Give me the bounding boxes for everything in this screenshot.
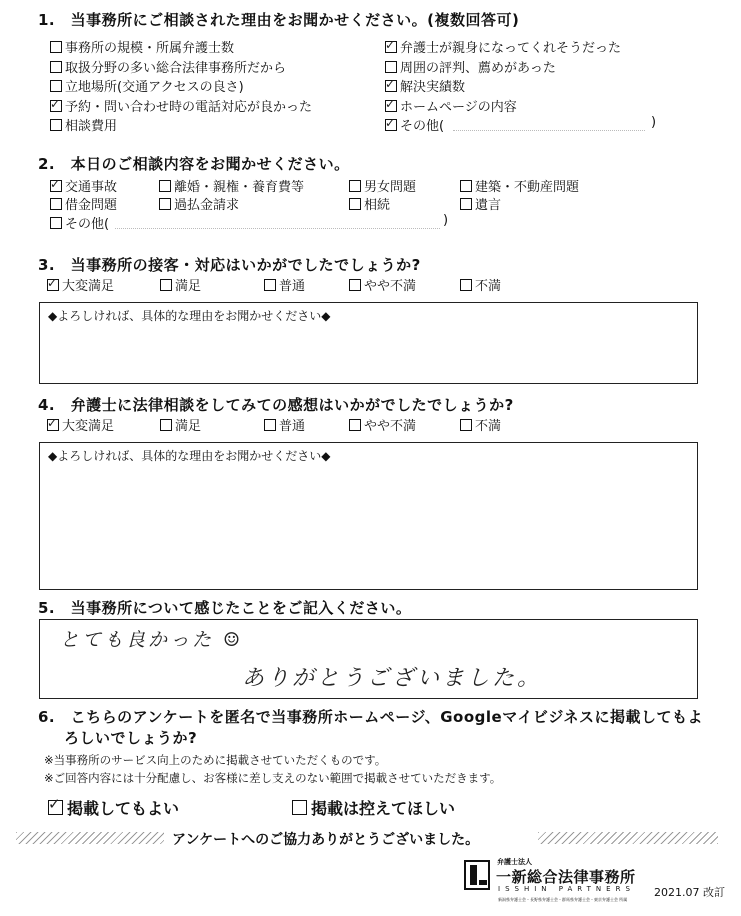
checkbox[interactable] (349, 419, 361, 431)
option-label: 取扱分野の多い総合法律事務所だから (65, 61, 287, 76)
q1-other-input[interactable] (453, 130, 645, 131)
q6-heading-line2: ろしいでしょうか? (64, 729, 198, 747)
q1-option-right-4[interactable] (385, 115, 444, 134)
q4-rating-4[interactable] (460, 415, 501, 434)
firm-affiliation: 新潟県弁護士会・長野県弁護士会・群馬県弁護士会・東京弁護士会 所属 (498, 897, 628, 902)
firm-type: 弁護士法人 (497, 858, 532, 866)
option-label: やや不満 (364, 279, 417, 294)
option-label: 相談費用 (65, 119, 118, 134)
q1-other-close: ) (651, 115, 657, 130)
checkbox[interactable] (385, 41, 397, 53)
q1-option-left-2[interactable] (50, 76, 244, 95)
checkbox[interactable] (50, 198, 62, 210)
checkbox[interactable] (460, 198, 472, 210)
handwritten-line-2: ありがとうございました。 (242, 666, 543, 691)
q2-option-r2-0[interactable] (50, 194, 117, 213)
q3-box-label: ◆よろしければ、具体的な理由をお聞かせください◆ (48, 309, 331, 323)
checkbox[interactable] (50, 61, 62, 73)
checkbox[interactable] (292, 800, 307, 815)
option-label: 借金問題 (65, 198, 118, 213)
checkbox[interactable] (50, 41, 62, 53)
option-label: 交通事故 (65, 180, 118, 195)
q6-heading-line1: 6. こちらのアンケートを匿名で当事務所ホームページ、Googleマイビジネスに掲載してもよ (38, 708, 703, 726)
option-label: 建築・不動産問題 (475, 180, 580, 195)
checkbox[interactable] (160, 279, 172, 291)
q2-option-r1-2[interactable] (349, 176, 416, 195)
option-label: 満足 (175, 279, 202, 294)
checkbox[interactable] (385, 61, 397, 73)
checkbox[interactable] (50, 100, 62, 112)
q4-heading: 4. 弁護士に法律相談をしてみての感想はいかがでしたでしょうか? (38, 396, 514, 414)
q1-option-right-3[interactable] (385, 96, 517, 115)
q2-option-r2-3[interactable] (460, 194, 501, 213)
option-label: 遺言 (475, 198, 502, 213)
option-label: ホームページの内容 (400, 100, 517, 115)
checkbox[interactable] (48, 800, 63, 815)
q2-other-input[interactable] (115, 228, 440, 229)
q2-option-r1-3[interactable] (460, 176, 579, 195)
option-label: 弁護士が親身になってくれそうだった (400, 41, 622, 56)
thanks-message: アンケートへのご協力ありがとうございました。 (172, 832, 480, 848)
option-label: 大変満足 (62, 279, 115, 294)
checkbox[interactable] (385, 80, 397, 92)
checkbox[interactable] (47, 279, 59, 291)
checkbox[interactable] (460, 180, 472, 192)
hatch-left (16, 832, 164, 844)
option-label: やや不満 (364, 419, 417, 434)
checkbox[interactable] (159, 180, 171, 192)
option-label: 大変満足 (62, 419, 115, 434)
consent-yes-option[interactable] (48, 796, 179, 819)
q2-other-close: ) (443, 213, 449, 228)
q3-rating-4[interactable] (460, 275, 501, 294)
option-label: 不満 (475, 279, 502, 294)
checkbox[interactable] (47, 419, 59, 431)
q2-heading: 2. 本日のご相談内容をお聞かせください。 (38, 155, 350, 173)
firm-name: 一新総合法律事務所 (496, 868, 636, 886)
q2-option-r1-0[interactable] (50, 176, 117, 195)
checkbox[interactable] (159, 198, 171, 210)
q4-rating-3[interactable] (349, 415, 416, 434)
q3-heading: 3. 当事務所の接客・対応はいかがでしたでしょうか? (38, 256, 421, 274)
q6-note-1: ※当事務所のサービス向上のために掲載させていただくものです。 (44, 753, 387, 767)
q4-rating-0[interactable] (47, 415, 114, 434)
q5-comment-box[interactable] (39, 619, 698, 699)
checkbox[interactable] (385, 119, 397, 131)
q1-option-left-0[interactable] (50, 37, 234, 56)
q1-option-right-0[interactable] (385, 37, 621, 56)
q3-rating-2[interactable] (264, 275, 305, 294)
checkbox[interactable] (50, 119, 62, 131)
q1-option-left-1[interactable] (50, 57, 286, 76)
checkbox[interactable] (160, 419, 172, 431)
checkbox[interactable] (349, 198, 361, 210)
q3-rating-1[interactable] (160, 275, 201, 294)
checkbox[interactable] (385, 100, 397, 112)
option-label: 普通 (279, 279, 306, 294)
option-label: 事務所の規模・所属弁護士数 (65, 41, 235, 56)
consent-no-label: 掲載は控えてほしい (311, 799, 456, 818)
option-label: 不満 (475, 419, 502, 434)
handwritten-line-1: とても良かった ☺ (60, 629, 244, 651)
hatch-right (538, 832, 718, 844)
option-label: 満足 (175, 419, 202, 434)
checkbox[interactable] (264, 419, 276, 431)
option-label: 予約・問い合わせ時の電話対応が良かった (65, 100, 313, 115)
q2-option-r1-1[interactable] (159, 176, 304, 195)
option-label: 周囲の評判、薦めがあった (400, 61, 556, 76)
q4-rating-1[interactable] (160, 415, 201, 434)
checkbox[interactable] (50, 80, 62, 92)
q2-option-r2-1[interactable] (159, 194, 239, 213)
q1-option-right-1[interactable] (385, 57, 556, 76)
q4-rating-2[interactable] (264, 415, 305, 434)
q3-rating-0[interactable] (47, 275, 114, 294)
checkbox[interactable] (50, 217, 62, 229)
q4-box-label: ◆よろしければ、具体的な理由をお聞かせください◆ (48, 449, 331, 463)
checkbox[interactable] (460, 419, 472, 431)
q1-heading: 1. 当事務所にご相談された理由をお聞かせください。(複数回答可) (38, 11, 520, 29)
checkbox[interactable] (264, 279, 276, 291)
q4-comment-box[interactable] (39, 442, 698, 590)
q5-heading: 5. 当事務所について感じたことをご記入ください。 (38, 599, 412, 617)
consent-yes-label: 掲載してもよい (67, 799, 180, 818)
option-label: 立地場所(交通アクセスの良さ) (65, 80, 244, 95)
checkbox[interactable] (460, 279, 472, 291)
q1-option-left-4[interactable] (50, 115, 117, 134)
option-label: 解決実績数 (400, 80, 466, 95)
option-label: その他( (400, 119, 445, 134)
checkbox[interactable] (50, 180, 62, 192)
option-label: 相続 (364, 198, 391, 213)
firm-logo-mark (464, 860, 490, 890)
form-version: 2021.07 改訂 (654, 886, 725, 899)
q3-comment-box[interactable] (39, 302, 698, 384)
consent-no-option[interactable] (292, 796, 455, 819)
option-label: 離婚・親権・養育費等 (174, 180, 305, 195)
checkbox[interactable] (349, 180, 361, 192)
q2-option-r2-2[interactable] (349, 194, 390, 213)
q6-note-2: ※ご回答内容には十分配慮し、お客様に差し支えのない範囲で掲載させていただきます。 (44, 771, 502, 785)
option-label: 男女問題 (364, 180, 417, 195)
option-label: その他( (65, 217, 110, 232)
option-label: 普通 (279, 419, 306, 434)
q3-rating-3[interactable] (349, 275, 416, 294)
q2-option-other[interactable] (50, 213, 109, 232)
firm-roman: ISSHIN PARTNERS (498, 885, 635, 893)
q1-option-right-2[interactable] (385, 76, 465, 95)
q1-option-left-3[interactable] (50, 96, 312, 115)
option-label: 過払金請求 (174, 198, 240, 213)
checkbox[interactable] (349, 279, 361, 291)
